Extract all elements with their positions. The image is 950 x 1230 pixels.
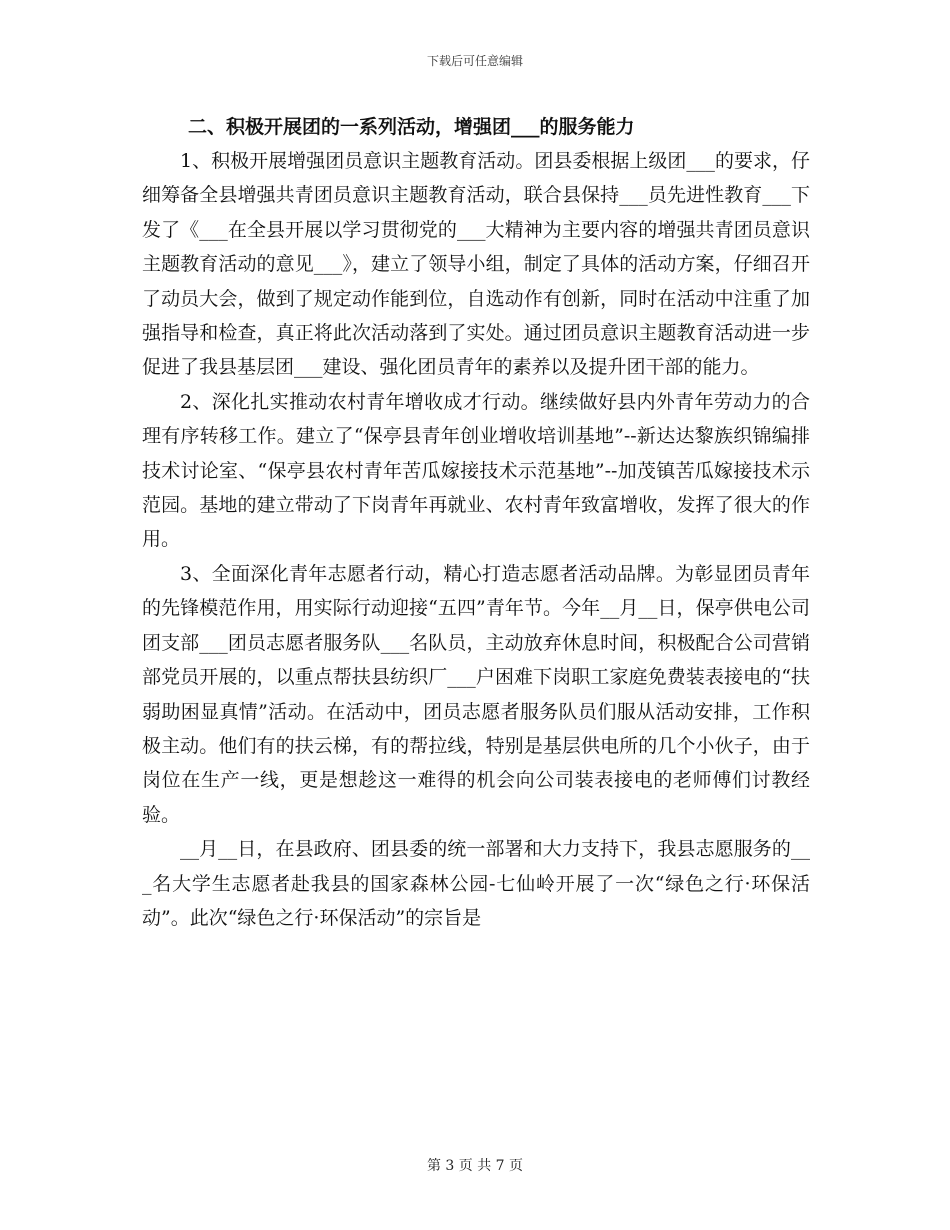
- page-number-footer: 第 3 页 共 7 页: [426, 1158, 524, 1174]
- document-body: [142, 110, 810, 935]
- section-title: 二、积极开展团的一系列活动，增强团___的服务能力: [188, 116, 635, 138]
- paragraph-3: 3、全面深化青年志愿者行动，精心打造志愿者活动品牌。为彰显团员青年的先锋模范作用，用实际行动迎接“五四”青年节。今年__月__日，保亭供电公司团支部___团员志愿者服务队___名队员，主动放弃休息时间，积极配合公司营销部党员开展的，以重点帮扶县纺织厂___户困难下岗职工家庭免费装表接电的“扶弱助困显真情”活动。在活动中，团员志愿者服务队员们服从活动安排，工作积极主动。他们有的扶云梯，有的帮拉线，特别是基层供电所的几个小伙子，由于岗位在生产一线，更是想趁这一难得的机会向公司装表接电的老师傅们讨教经验。: [142, 562, 810, 826]
- paragraph-1: 1、积极开展增强团员意识主题教育活动。团县委根据上级团___的要求，仔细筹备全县增强共青团员意识主题教育活动，联合县保持___员先进性教育___下发了《___在全县开展以学习贯彻党的___大精神为主要内容的增强共青团员意识主题教育活动的意见___》，建立了领导小组，制定了具体的活动方案，仔细召开了动员大会，做到了规定动作能到位，自选动作有创新，同时在活动中注重了加强指导和检查，真正将此次活动落到了实处。通过团员意识主题教育活动进一步促进了我县基层团___建设、强化团员青年的素养以及提升团干部的能力。: [142, 150, 810, 379]
- paragraph-2: 2、深化扎实推动农村青年增收成才行动。继续做好县内外青年劳动力的合理有序转移工作。建立了“保亭县青年创业增收培训基地”--新达达黎族织锦编排技术讨论室、“保亭县农村青年苦瓜嫁接技术示范基地”--加茂镇苦瓜嫁接技术示范园。基地的建立带动了下岗青年再就业、农村青年致富增收，发挥了很大的作用。: [142, 390, 810, 551]
- paragraph-4: __月__日，在县政府、团县委的统一部署和大力支持下，我县志愿服务的___名大学生志愿者赴我县的国家森林公园-七仙岭开展了一次“绿色之行·环保活动”。此次“绿色之行·环保活动”的宗旨是: [142, 838, 810, 929]
- page-header: 下载后可任意编辑: [426, 54, 523, 68]
